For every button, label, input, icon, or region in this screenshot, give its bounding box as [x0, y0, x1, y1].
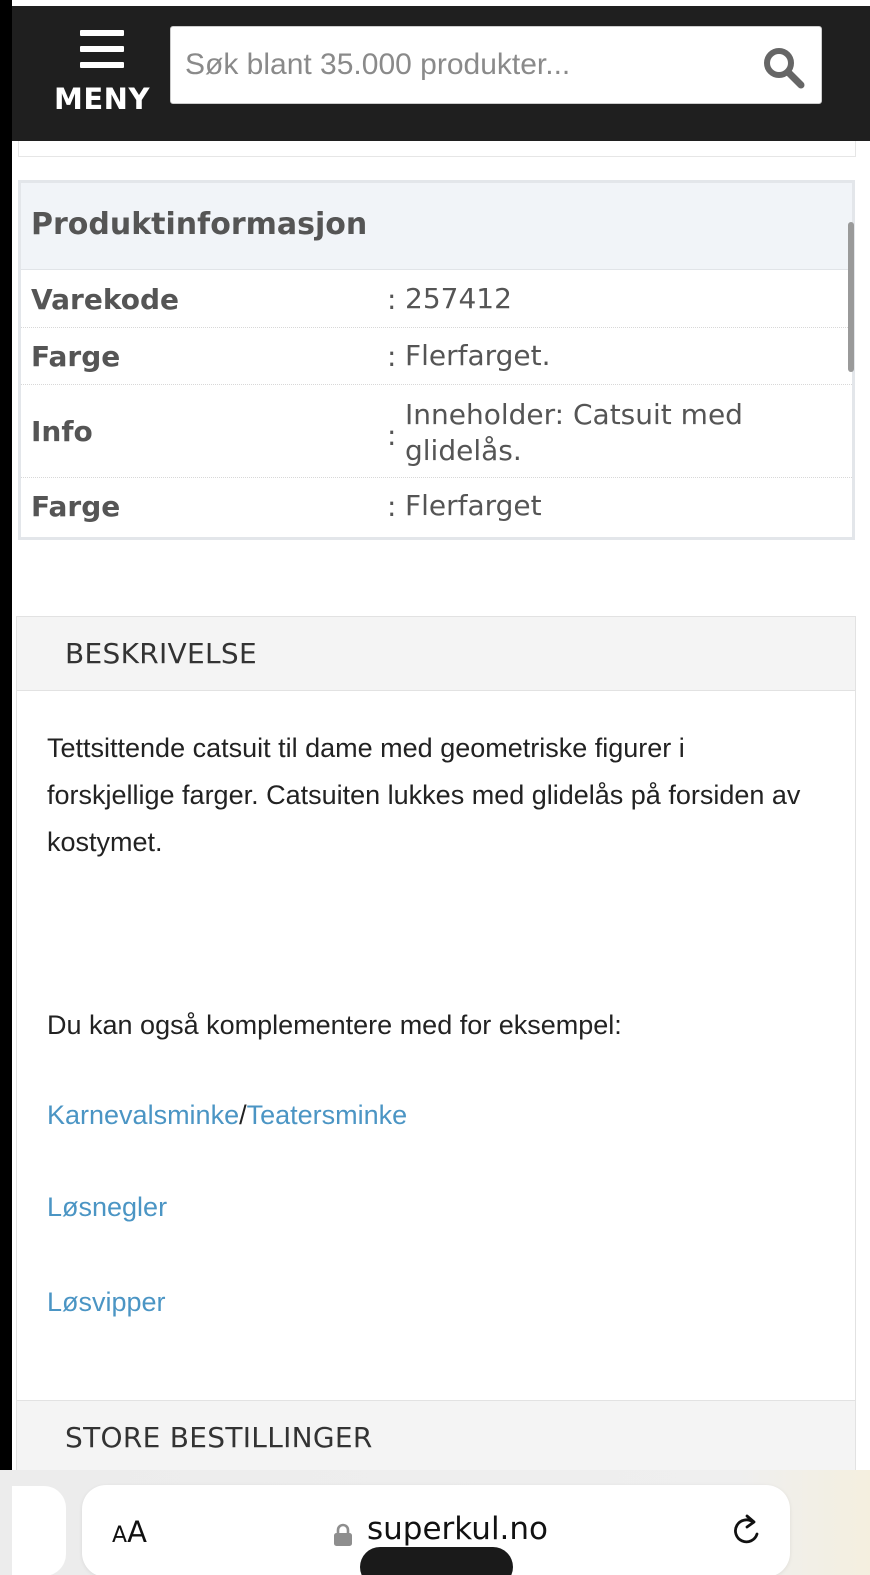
reader-aa-button[interactable]: AA	[112, 1515, 147, 1549]
site-header	[12, 6, 870, 141]
hamburger-icon	[80, 30, 124, 70]
info-value: Flerfarget	[405, 489, 542, 522]
search-input[interactable]	[185, 27, 745, 103]
link-losvipper[interactable]: Løsvipper	[47, 1287, 166, 1317]
description-text: Tettsittende catsuit til dame med geometriske figurer i forskjellige farger. Catsuiten lukkes med glidelås på forsiden av kostymet.	[47, 733, 801, 857]
info-colon: :	[387, 419, 397, 452]
menu-label: MENY	[54, 82, 150, 116]
losvipper-line	[47, 1282, 166, 1322]
previous-tab-stub[interactable]	[12, 1486, 66, 1575]
info-row-farge-2	[21, 478, 852, 537]
url-text[interactable]: superkul.no	[367, 1511, 549, 1547]
info-value: 257412	[405, 282, 512, 315]
link-teatersminke[interactable]: Teatersminke	[246, 1100, 408, 1130]
description-panel	[16, 616, 856, 1476]
info-colon: :	[387, 283, 397, 316]
info-row-farge	[21, 328, 852, 385]
info-colon: :	[387, 340, 397, 373]
header-underline	[18, 141, 856, 157]
makeup-links	[47, 1095, 407, 1135]
search-box	[170, 26, 822, 104]
link-karnevalsminke[interactable]: Karnevalsminke	[47, 1100, 240, 1130]
info-key: Farge	[31, 340, 121, 373]
link-separator: /	[239, 1100, 247, 1130]
losnegler-line	[47, 1187, 167, 1227]
info-key: Varekode	[31, 283, 179, 316]
description-title: BESKRIVELSE	[65, 637, 257, 670]
search-icon[interactable]	[761, 45, 805, 89]
reload-icon[interactable]	[730, 1513, 764, 1549]
info-value: Inneholder: Catsuit med glidelås.	[405, 398, 743, 467]
product-info-title: Produktinformasjon	[31, 207, 368, 242]
store-orders-title: STORE BESTILLINGER	[65, 1421, 373, 1454]
info-row-info	[21, 385, 852, 478]
menu-button[interactable]	[52, 26, 152, 121]
info-colon: :	[387, 490, 397, 523]
lock-icon	[333, 1523, 353, 1547]
product-info-header	[21, 183, 852, 270]
info-value: Flerfarget.	[405, 339, 551, 372]
page-scrollbar[interactable]	[848, 222, 854, 372]
info-row-varekode	[21, 271, 852, 328]
link-losnegler[interactable]: Løsnegler	[47, 1192, 168, 1222]
home-indicator	[360, 1547, 513, 1575]
store-orders-header[interactable]	[17, 1400, 855, 1480]
info-key: Info	[31, 415, 93, 448]
product-info-panel	[18, 180, 855, 540]
left-edge	[0, 0, 12, 1575]
description-header[interactable]	[17, 617, 855, 691]
info-key: Farge	[31, 490, 121, 523]
complement-text: Du kan også komplementere med for eksempel:	[47, 1010, 622, 1040]
